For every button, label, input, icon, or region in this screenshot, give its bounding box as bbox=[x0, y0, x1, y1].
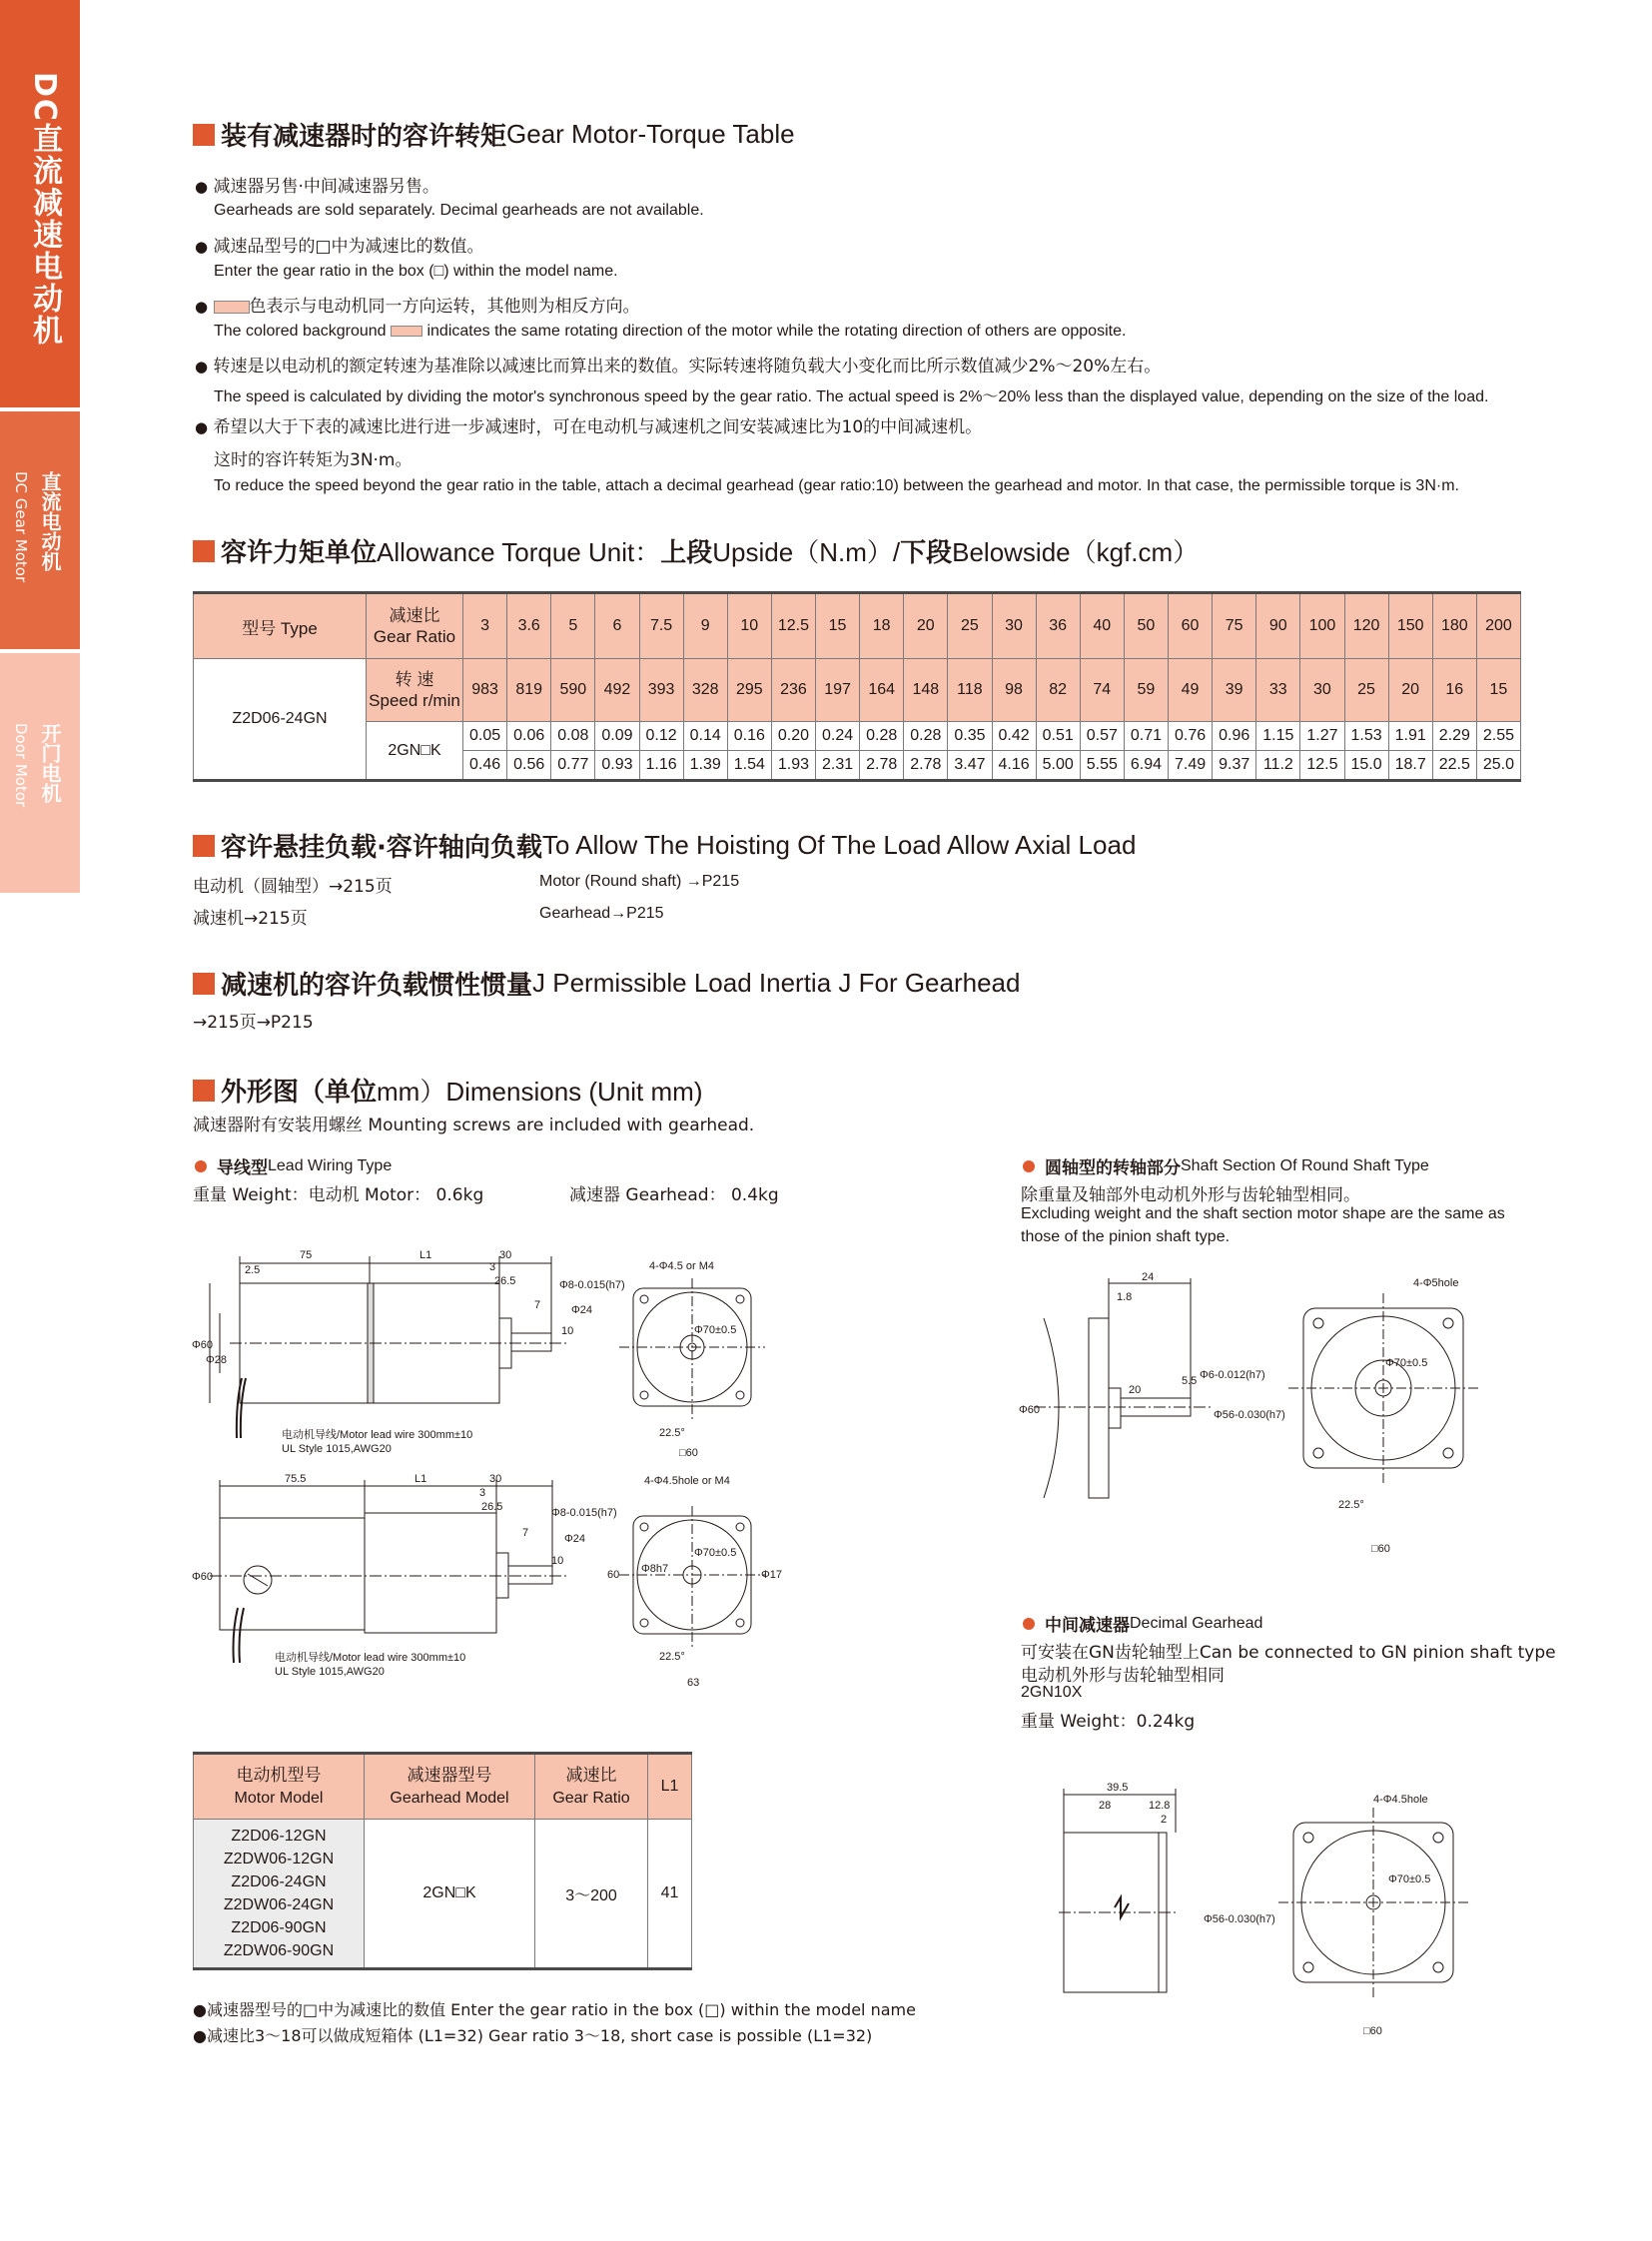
torque-upper-cell: 0.28 bbox=[860, 722, 904, 751]
torque-upper-cell: 0.35 bbox=[948, 722, 992, 751]
speed-cell: 492 bbox=[595, 659, 639, 722]
header-gear-ratio: 减速比 Gear Ratio bbox=[535, 1754, 648, 1820]
torque-upper-cell: 0.96 bbox=[1213, 722, 1256, 751]
torque-upper-cell: 0.06 bbox=[507, 722, 551, 751]
gear-ratio-cell: 3～200 bbox=[535, 1820, 648, 1969]
dim-28: 28 bbox=[1099, 1800, 1112, 1812]
torque-upper-cell: 1.27 bbox=[1300, 722, 1344, 751]
round-shaft-line3: those of the pinion shaft type. bbox=[1021, 1228, 1231, 1245]
ratio-cell: 10 bbox=[727, 593, 771, 659]
speed-cell: 25 bbox=[1344, 659, 1388, 722]
speed-cell: 59 bbox=[1124, 659, 1168, 722]
header-motor-model: 电动机型号 Motor Model bbox=[194, 1754, 365, 1820]
torque-lower-cell: 0.77 bbox=[551, 751, 595, 781]
speed-cell: 819 bbox=[507, 659, 551, 722]
speed-cell: 118 bbox=[948, 659, 992, 722]
dim-24: 24 bbox=[1142, 1271, 1155, 1283]
section-title-torque-unit: 容许力矩单位 Allowance Torque Unit： 上段 Upside（N.m）/ 下段 Belowside（kgf.cm） bbox=[193, 532, 1199, 569]
speed-cell: 148 bbox=[904, 659, 948, 722]
section-title-hoisting-load: 容许悬挂负载·容许轴向负载 To Allow The Hoisting Of The Load Allow Axial Load bbox=[193, 827, 1136, 864]
sidebar-tab-door-motor[interactable] bbox=[0, 653, 80, 893]
ratio-cell: 3.6 bbox=[507, 593, 551, 659]
torque-table bbox=[193, 591, 1521, 782]
speed-cell: 74 bbox=[1080, 659, 1124, 722]
bullet-2-en: Enter the gear ratio in the box (□) within the model name. bbox=[214, 263, 618, 280]
decimal-line4: 重量 Weight：0.24kg bbox=[1021, 1712, 1196, 1732]
ratio-cell: 6 bbox=[595, 593, 639, 659]
torque-lower-cell: 5.00 bbox=[1036, 751, 1080, 781]
link-gearhead-zh[interactable]: 减速机→215页 bbox=[193, 909, 308, 929]
dim-square: □60 bbox=[1363, 2025, 1382, 2037]
dim-pcd: Φ70±0.5 bbox=[694, 1547, 737, 1559]
torque-lower-cell: 9.37 bbox=[1213, 751, 1256, 781]
torque-lower-cell: 2.78 bbox=[904, 751, 948, 781]
speed-cell: 16 bbox=[1432, 659, 1476, 722]
gearhead-cell: 2GN□K bbox=[367, 722, 463, 781]
bullet-5-en: To reduce the speed beyond the gear ratio in the table, attach a decimal gearhead (gear ratio:10) between the gearhead and motor. In that case, the permissible torque is 3N·m. bbox=[214, 477, 1459, 494]
bullet-3-en: The colored background indicates the same rotating direction of the motor while the rotating direction of others are opposite. bbox=[214, 323, 1127, 340]
bullet-4-en: The speed is calculated by dividing the motor's synchronous speed by the gear ratio. The actual speed is 2%～20% less than the displayed value, depending on the size of the load. bbox=[214, 388, 1489, 405]
torque-upper-cell: 0.16 bbox=[727, 722, 771, 751]
dim-square: □60 bbox=[679, 1447, 698, 1459]
ratio-cell: 15 bbox=[816, 593, 860, 659]
section-marker bbox=[193, 973, 215, 995]
header-l1: L1 bbox=[648, 1754, 692, 1820]
speed-cell: 295 bbox=[727, 659, 771, 722]
l1-cell: 41 bbox=[648, 1820, 692, 1969]
bullet-4-zh: ● 转速是以电动机的额定转速为基准除以减速比而算出来的数值。实际转速将随负载大小变化而比所示数值减少2%～20%左右。 bbox=[195, 357, 1162, 376]
torque-upper-cell: 0.42 bbox=[992, 722, 1036, 751]
motor-model-list: Z2D06-12GN Z2DW06-12GN Z2D06-24GN Z2DW06-24GN Z2D06-90GN Z2DW06-90GN bbox=[194, 1820, 365, 1969]
gearhead-model-cell: 2GN□K bbox=[365, 1820, 535, 1969]
ratio-cell: 90 bbox=[1256, 593, 1300, 659]
torque-upper-cell: 0.24 bbox=[816, 722, 860, 751]
dim-phi8h7: Φ8h7 bbox=[641, 1563, 669, 1575]
dim-2-5: 2.5 bbox=[245, 1264, 261, 1276]
note-1: ●减速器型号的□中为减速比的数值 Enter the gear ratio in the box (□) within the model name bbox=[193, 2000, 916, 2019]
dim-26-5: 26.5 bbox=[494, 1275, 516, 1287]
tab-label-zh: 开门电机 bbox=[38, 723, 62, 803]
tab-label-zh: 直流电动机 bbox=[38, 471, 62, 571]
wire-note: 电动机导线/Motor lead wire 300mm±10 bbox=[282, 1429, 473, 1441]
torque-lower-cell: 1.93 bbox=[771, 751, 815, 781]
torque-upper-cell: 0.12 bbox=[639, 722, 683, 751]
dim-hole: 4-Φ4.5hole bbox=[1373, 1794, 1428, 1806]
lead-weight-motor: 重量 Weight：电动机 Motor： 0.6kg bbox=[193, 1185, 484, 1205]
ratio-cell: 120 bbox=[1344, 593, 1388, 659]
torque-upper-cell: 0.57 bbox=[1080, 722, 1124, 751]
torque-lower-cell: 1.39 bbox=[683, 751, 727, 781]
dimensions-note: 减速器附有安装用螺丝 Mounting screws are included with gearhead. bbox=[193, 1116, 755, 1135]
torque-lower-cell: 2.78 bbox=[860, 751, 904, 781]
speed-cell: 33 bbox=[1256, 659, 1300, 722]
dim-phi60: Φ60 bbox=[192, 1339, 214, 1351]
torque-lower-cell: 6.94 bbox=[1124, 751, 1168, 781]
torque-upper-cell: 0.08 bbox=[551, 722, 595, 751]
sidebar-tab-dc-motor[interactable] bbox=[0, 411, 80, 649]
torque-upper-cell: 0.28 bbox=[904, 722, 948, 751]
bullet-5-zh: ● 希望以大于下表的减速比进行进一步减速时，可在电动机与减速机之间安装减速比为10的中间减速机。 bbox=[195, 417, 983, 437]
dim-pcd: Φ70±0.5 bbox=[1388, 1873, 1431, 1885]
torque-lower-cell: 0.46 bbox=[463, 751, 507, 781]
ratio-cell: 12.5 bbox=[771, 593, 815, 659]
motor-front-view bbox=[619, 1506, 765, 1648]
dim-hole: 4-Φ5hole bbox=[1413, 1277, 1459, 1289]
drawing-decimal-gearhead bbox=[1059, 1773, 1538, 2052]
ul-note: UL Style 1015,AWG20 bbox=[275, 1666, 385, 1678]
bullet-2-zh: ● 减速品型号的□中为减速比的数值。 bbox=[195, 237, 484, 257]
dim-phi6: Φ6-0.012(h7) bbox=[1200, 1369, 1265, 1381]
dim-hole: 4-Φ4.5 or M4 bbox=[649, 1260, 715, 1272]
speed-cell: 30 bbox=[1300, 659, 1344, 722]
link-motor-en[interactable]: Motor (Round shaft) →P215 bbox=[539, 873, 740, 890]
dim-30: 30 bbox=[499, 1249, 512, 1261]
dim-phi56: Φ56-0.030(h7) bbox=[1214, 1409, 1285, 1421]
decimal-line1: 可安装在GN齿轮轴型上Can be connected to GN pinion shaft type bbox=[1021, 1643, 1556, 1663]
torque-upper-cell: 0.09 bbox=[595, 722, 639, 751]
dim-20: 20 bbox=[1129, 1384, 1142, 1396]
speed-cell: 49 bbox=[1169, 659, 1213, 722]
ul-note: UL Style 1015,AWG20 bbox=[282, 1443, 392, 1455]
dim-12-8: 12.8 bbox=[1149, 1800, 1171, 1812]
speed-cell: 590 bbox=[551, 659, 595, 722]
header-gearhead-model: 减速器型号 Gearhead Model bbox=[365, 1754, 535, 1820]
torque-upper-cell: 2.29 bbox=[1432, 722, 1476, 751]
torque-lower-cell: 11.2 bbox=[1256, 751, 1300, 781]
dim-75-5: 75.5 bbox=[285, 1473, 307, 1485]
dim-hole: 4-Φ4.5hole or M4 bbox=[644, 1475, 730, 1487]
torque-upper-cell: 0.51 bbox=[1036, 722, 1080, 751]
title-en: Gear Motor-Torque Table bbox=[506, 119, 795, 149]
link-gearhead-en[interactable]: Gearhead→P215 bbox=[539, 905, 664, 922]
round-shaft-line2: Excluding weight and the shaft section motor shape are the same as bbox=[1021, 1205, 1505, 1222]
ratio-cell: 200 bbox=[1476, 593, 1520, 659]
speed-cell: 393 bbox=[639, 659, 683, 722]
speed-header: 转 速 Speed r/min bbox=[367, 659, 463, 722]
model-table bbox=[193, 1752, 692, 1970]
drawing-round-shaft bbox=[1014, 1268, 1573, 1578]
shaft-side-view bbox=[1034, 1278, 1214, 1498]
decimal-line2: 电动机外形与齿轮轴型相同 bbox=[1021, 1666, 1225, 1686]
dim-7: 7 bbox=[534, 1299, 541, 1311]
dim-phi28: Φ28 bbox=[206, 1354, 228, 1366]
ratio-cell: 36 bbox=[1036, 593, 1080, 659]
speed-cell: 197 bbox=[816, 659, 860, 722]
dim-angle: 22.5° bbox=[659, 1427, 685, 1439]
speed-cell: 983 bbox=[463, 659, 507, 722]
torque-lower-cell: 1.54 bbox=[727, 751, 771, 781]
torque-lower-cell: 3.47 bbox=[948, 751, 992, 781]
torque-lower-cell: 0.93 bbox=[595, 751, 639, 781]
dim-30: 30 bbox=[489, 1473, 502, 1485]
ratio-cell: 18 bbox=[860, 593, 904, 659]
wire-note: 电动机导线/Motor lead wire 300mm±10 bbox=[275, 1652, 466, 1664]
section-marker bbox=[193, 540, 215, 562]
torque-lower-cell: 5.55 bbox=[1080, 751, 1124, 781]
dim-square: □60 bbox=[1371, 1543, 1390, 1555]
ratio-cell: 25 bbox=[948, 593, 992, 659]
section-title-dimensions: 外形图（单位 mm）Dimensions (Unit mm) bbox=[193, 1072, 702, 1109]
torque-upper-cell: 1.53 bbox=[1344, 722, 1388, 751]
tab-label: DC直流减速电动机 bbox=[27, 72, 62, 347]
dim-pcd: Φ70±0.5 bbox=[1385, 1357, 1428, 1369]
ratio-cell: 20 bbox=[904, 593, 948, 659]
ratio-cell: 30 bbox=[992, 593, 1036, 659]
dim-phi8: Φ8-0.015(h7) bbox=[551, 1507, 617, 1519]
torque-upper-cell: 0.76 bbox=[1169, 722, 1213, 751]
torque-upper-cell: 0.20 bbox=[771, 722, 815, 751]
section-marker bbox=[193, 835, 215, 857]
torque-lower-cell: 25.0 bbox=[1476, 751, 1520, 781]
section-marker bbox=[193, 1080, 215, 1102]
torque-lower-cell: 1.16 bbox=[639, 751, 683, 781]
ratio-cell: 150 bbox=[1388, 593, 1432, 659]
tab-label-en: Door Motor bbox=[12, 723, 30, 808]
link-motor-zh[interactable]: 电动机（圆轴型）→215页 bbox=[193, 877, 393, 897]
colored-swatch bbox=[214, 301, 250, 314]
dim-3: 3 bbox=[479, 1487, 486, 1499]
torque-upper-cell: 0.71 bbox=[1124, 722, 1168, 751]
ratio-cell: 50 bbox=[1124, 593, 1168, 659]
bullet-1-en: Gearheads are sold separately. Decimal gearheads are not available. bbox=[214, 202, 704, 219]
model-cell: Z2D06-24GN bbox=[194, 659, 367, 781]
lead-wiring-title: 导线型 Lead Wiring Type bbox=[195, 1153, 392, 1178]
dim-angle: 22.5° bbox=[659, 1651, 685, 1663]
ratio-header: 减速比 Gear Ratio bbox=[367, 593, 463, 659]
lead-weight-gearhead: 减速器 Gearhead： 0.4kg bbox=[569, 1185, 779, 1205]
title-zh: 装有减速器时的容许转矩 bbox=[221, 122, 507, 152]
speed-cell: 328 bbox=[683, 659, 727, 722]
dim-L1: L1 bbox=[419, 1249, 432, 1261]
drawing-pinion-type bbox=[190, 1468, 789, 1698]
dim-phi24: Φ24 bbox=[564, 1533, 586, 1545]
ratio-cell: 100 bbox=[1300, 593, 1344, 659]
dim-10: 10 bbox=[561, 1325, 574, 1337]
link-inertia[interactable]: →215页→P215 bbox=[193, 1013, 314, 1033]
torque-lower-cell: 12.5 bbox=[1300, 751, 1344, 781]
ratio-cell: 9 bbox=[683, 593, 727, 659]
ratio-cell: 40 bbox=[1080, 593, 1124, 659]
motor-side-view bbox=[210, 1480, 569, 1663]
ratio-cell: 7.5 bbox=[639, 593, 683, 659]
sidebar-tab-dc-gear-motor[interactable] bbox=[0, 0, 80, 407]
ratio-cell: 75 bbox=[1213, 593, 1256, 659]
ratio-cell: 180 bbox=[1432, 593, 1476, 659]
torque-lower-cell: 4.16 bbox=[992, 751, 1036, 781]
dim-1-8: 1.8 bbox=[1117, 1291, 1133, 1303]
torque-upper-cell: 0.05 bbox=[463, 722, 507, 751]
speed-cell: 82 bbox=[1036, 659, 1080, 722]
note-2: ●减速比3～18可以做成短箱体 (L1=32) Gear ratio 3～18, short case is possible (L1=32) bbox=[193, 2026, 873, 2045]
dim-phi17: Φ17 bbox=[761, 1569, 783, 1581]
bullet-3-zh: ● 色表示与电动机同一方向运转，其他则为相反方向。 bbox=[195, 297, 640, 317]
ratio-cell: 5 bbox=[551, 593, 595, 659]
torque-upper-cell: 1.91 bbox=[1388, 722, 1432, 751]
dim-7: 7 bbox=[522, 1527, 529, 1539]
speed-cell: 164 bbox=[860, 659, 904, 722]
dim-39-5: 39.5 bbox=[1107, 1782, 1129, 1794]
shaft-front-view bbox=[1288, 1293, 1478, 1483]
dim-phi8: Φ8-0.015(h7) bbox=[559, 1279, 625, 1291]
speed-cell: 236 bbox=[771, 659, 815, 722]
round-shaft-line1: 除重量及轴部外电动机外形与齿轮轴型相同。 bbox=[1021, 1185, 1360, 1205]
torque-upper-cell: 2.55 bbox=[1476, 722, 1520, 751]
dim-26-5: 26.5 bbox=[481, 1501, 503, 1513]
decimal-gearhead-title: 中间减速器 Decimal Gearhead bbox=[1023, 1611, 1262, 1636]
type-header: 型号 Type bbox=[194, 593, 367, 659]
drawing-lead-wiring-type bbox=[190, 1238, 769, 1478]
torque-lower-cell: 0.56 bbox=[507, 751, 551, 781]
section-marker bbox=[193, 124, 215, 146]
gearhead-front-view bbox=[1278, 1808, 1468, 1997]
dim-75: 75 bbox=[300, 1249, 313, 1261]
section-title-torque-table bbox=[193, 116, 795, 153]
dim-phi60: Φ60 bbox=[1019, 1404, 1041, 1416]
dim-pcd: Φ70±0.5 bbox=[694, 1324, 737, 1336]
torque-upper-cell: 0.14 bbox=[683, 722, 727, 751]
dim-phi60: Φ60 bbox=[192, 1571, 214, 1583]
torque-upper-cell: 1.15 bbox=[1256, 722, 1300, 751]
dim-L1: L1 bbox=[414, 1473, 427, 1485]
dim-63: 63 bbox=[687, 1677, 700, 1689]
speed-cell: 15 bbox=[1476, 659, 1520, 722]
torque-lower-cell: 22.5 bbox=[1432, 751, 1476, 781]
ratio-cell: 60 bbox=[1169, 593, 1213, 659]
bullet-5-zh2: 这时的容许转矩为3N·m。 bbox=[214, 450, 413, 470]
speed-cell: 39 bbox=[1213, 659, 1256, 722]
dim-phi56: Φ56-0.030(h7) bbox=[1204, 1913, 1275, 1925]
torque-lower-cell: 7.49 bbox=[1169, 751, 1213, 781]
torque-lower-cell: 18.7 bbox=[1388, 751, 1432, 781]
dim-angle: 22.5° bbox=[1338, 1499, 1364, 1511]
dim-3: 3 bbox=[489, 1261, 496, 1273]
ratio-cell: 3 bbox=[463, 593, 507, 659]
round-shaft-title: 圆轴型的转轴部分 Shaft Section Of Round Shaft Type bbox=[1023, 1153, 1429, 1178]
speed-cell: 20 bbox=[1388, 659, 1432, 722]
dim-phi24: Φ24 bbox=[571, 1304, 593, 1316]
torque-lower-cell: 15.0 bbox=[1344, 751, 1388, 781]
tab-label-en: DC Gear Motor bbox=[12, 471, 30, 583]
dim-10: 10 bbox=[551, 1555, 564, 1567]
speed-cell: 98 bbox=[992, 659, 1036, 722]
section-title-load-inertia: 减速机的容许负载惯性惯量 J Permissible Load Inertia J For Gearhead bbox=[193, 965, 1020, 1002]
dim-5-5: 5.5 bbox=[1182, 1375, 1198, 1387]
decimal-line3: 2GN10X bbox=[1021, 1684, 1083, 1701]
dim-2: 2 bbox=[1161, 1814, 1168, 1826]
bullet-1-zh: ● 减速器另售·中间减速器另售。 bbox=[195, 177, 439, 197]
motor-front-view bbox=[619, 1278, 765, 1420]
dim-60: 60 bbox=[607, 1569, 620, 1581]
torque-lower-cell: 2.31 bbox=[816, 751, 860, 781]
